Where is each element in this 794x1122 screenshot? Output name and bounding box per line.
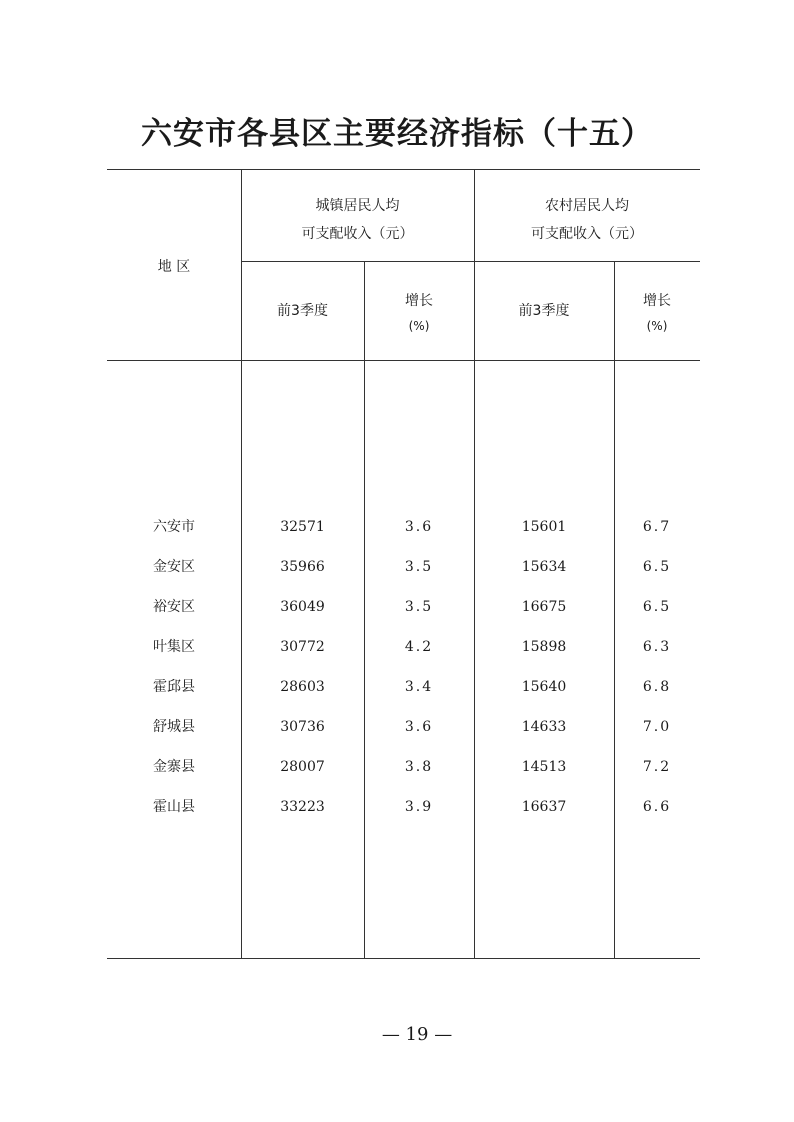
- cell-urban-growth: 3.4: [404, 679, 434, 695]
- cell-urban-growth: 3.6: [404, 519, 434, 535]
- header-rural-group: [474, 192, 700, 248]
- cell-urban-growth: 3.5: [404, 559, 434, 575]
- page-number-right-dash: —: [434, 1024, 453, 1045]
- table-row: [107, 587, 700, 627]
- header-urban-growth-unit: (%): [408, 319, 430, 333]
- page-number-value: 19: [405, 1024, 429, 1045]
- cell-region: 金寨县: [153, 759, 195, 775]
- cell-region: 霍邱县: [153, 679, 195, 695]
- cell-urban-income: 32571: [280, 519, 325, 535]
- cell-rural-growth: 6.8: [642, 679, 672, 695]
- header-rural-q3: [474, 297, 614, 325]
- header-region-label: 地 区: [157, 259, 191, 275]
- header-rural-group-line2: 可支配收入（元）: [531, 226, 643, 242]
- cell-rural-growth: 6.3: [642, 639, 672, 655]
- cell-rural-growth: 7.0: [642, 719, 672, 735]
- cell-rural-growth: 6.5: [642, 599, 672, 615]
- cell-rural-income: 15601: [521, 519, 567, 535]
- page-title: 六安市各县区主要经济指标（十五）: [141, 116, 653, 152]
- table-top-rule: [107, 169, 700, 170]
- header-rural-growth-label: 增长: [643, 293, 671, 309]
- cell-rural-income: 14513: [521, 759, 567, 775]
- cell-region: 叶集区: [153, 639, 195, 655]
- header-mid-rule: [241, 261, 700, 262]
- header-urban-q3-label: 前3季度: [277, 303, 328, 319]
- cell-urban-growth: 3.8: [404, 759, 434, 775]
- header-urban-growth-label: 增长: [405, 293, 433, 309]
- header-rural-growth: [614, 287, 700, 337]
- cell-rural-income: 14633: [521, 719, 567, 735]
- table-row: [107, 707, 700, 747]
- cell-urban-growth: 3.6: [404, 719, 434, 735]
- header-region: [107, 253, 241, 281]
- cell-urban-income: 35966: [280, 559, 325, 575]
- cell-rural-income: 15634: [521, 559, 567, 575]
- cell-rural-income: 15898: [521, 639, 567, 655]
- cell-urban-growth: 4.2: [404, 639, 434, 655]
- table-bottom-rule: [107, 958, 700, 959]
- cell-rural-growth: 6.6: [642, 799, 672, 815]
- table-row: [107, 507, 700, 547]
- cell-urban-income: 30772: [280, 639, 325, 655]
- cell-rural-income: 16637: [521, 799, 567, 815]
- header-urban-q3: [241, 297, 364, 325]
- table-row: [107, 667, 700, 707]
- cell-urban-income: 33223: [280, 799, 325, 815]
- header-rural-q3-label: 前3季度: [518, 303, 570, 319]
- cell-rural-income: 15640: [521, 679, 567, 695]
- page-number: [0, 1022, 794, 1048]
- header-urban-group: [241, 192, 474, 248]
- table-row: [107, 547, 700, 587]
- cell-region: 六安市: [153, 519, 195, 535]
- cell-urban-growth: 3.9: [404, 799, 434, 815]
- header-urban-group-line2: 可支配收入（元）: [301, 226, 414, 242]
- cell-urban-income: 28603: [280, 679, 325, 695]
- cell-urban-growth: 3.5: [404, 599, 434, 615]
- cell-region: 霍山县: [153, 799, 195, 815]
- page-number-left-dash: —: [381, 1024, 400, 1045]
- cell-urban-income: 30736: [280, 719, 325, 735]
- table-body: [107, 507, 700, 827]
- cell-rural-income: 16675: [521, 599, 567, 615]
- cell-region: 舒城县: [153, 719, 195, 735]
- cell-rural-growth: 6.7: [642, 519, 672, 535]
- cell-urban-income: 36049: [280, 599, 325, 615]
- cell-region: 金安区: [153, 559, 195, 575]
- table-row: [107, 747, 700, 787]
- header-bottom-rule: [107, 360, 700, 361]
- cell-urban-income: 28007: [280, 759, 325, 775]
- header-rural-growth-unit: (%): [646, 319, 668, 333]
- header-rural-group-line1: 农村居民人均: [545, 198, 629, 214]
- header-urban-group-line1: 城镇居民人均: [315, 198, 400, 214]
- table-row: [107, 627, 700, 667]
- cell-region: 裕安区: [153, 599, 195, 615]
- header-urban-growth: [364, 287, 474, 337]
- cell-rural-growth: 6.5: [642, 559, 672, 575]
- table-row: [107, 787, 700, 827]
- cell-rural-growth: 7.2: [642, 759, 672, 775]
